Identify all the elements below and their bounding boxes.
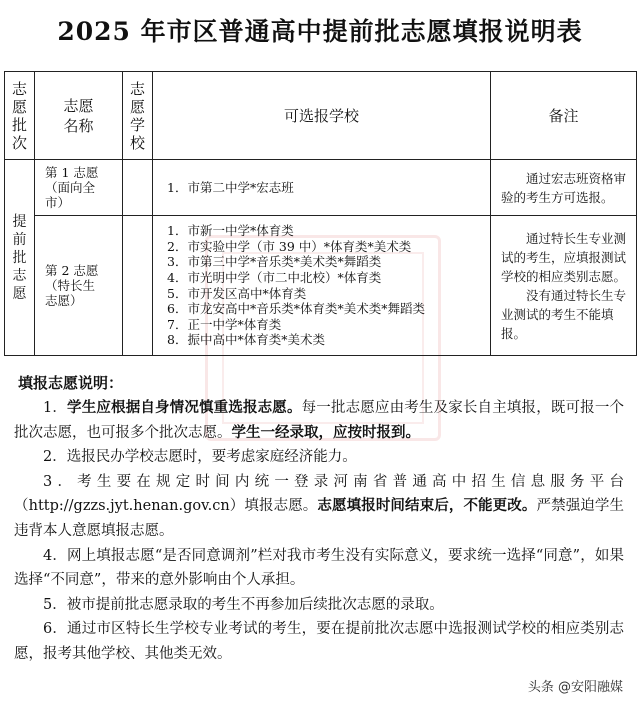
choice-name-1: 第 1 志愿 （面向全 市） [35, 160, 123, 216]
batch-label: 提 前 批 志 愿 [5, 160, 35, 356]
note-2: 通过特长生专业测试的考生，应填报测试学校的相应类别志愿。 没有通过特长生专业测试的考生不能填报。 [491, 216, 637, 356]
note-item-1: 1．学生应根据自身情况慎重选报志愿。每一批志愿应由考生及家长自主填报，既可报一个批次志愿，也可报多个批次志愿。学生一经录取，应按时报到。 [14, 399, 624, 441]
schools-2: 1．市新一中学*体育类 2．市实验中学（市 39 中）*体育类*美术类 3．市第三中学*音乐类*美术类*舞蹈类 4．市光明中学（市二中北校）*体育类 5．市开发区高中*体育类 6．市龙安高中*音乐类*体育类*美术类*舞蹈类 7．正一中学*体育类 8．振中高中*体育类*美术类 [153, 216, 491, 356]
notes-list [14, 396, 624, 667]
header-note: 备注 [491, 72, 637, 160]
table-row [5, 216, 637, 356]
header-choice-school: 志 愿 学 校 [123, 72, 153, 160]
note-item-3: 3．考生要在规定时间内统一登录河南省普通高中招生信息服务平台（http://gzzs.jyt.henan.gov.cn）填报志愿。志愿填报时间结束后，不能更改。严禁强迫学生违背本人意愿填报志愿。 [14, 473, 625, 539]
note-item-4: 4．网上填报志愿“是否同意调剂”栏对我市考生没有实际意义，要求统一选择“同意”，如果选择“不同意”，带来的意外影响由个人承担。 [14, 547, 624, 589]
volunteer-table [4, 71, 637, 356]
choice-name-2: 第 2 志愿 （特长生 志愿） [35, 216, 123, 356]
header-choice-name: 志愿 名称 [35, 72, 123, 160]
notes-heading: 填报志愿说明： [18, 374, 124, 392]
header-schools: 可选报学校 [153, 72, 491, 160]
choice-school-2 [123, 216, 153, 356]
table-header-row [5, 72, 637, 160]
header-batch: 志 愿 批 次 [5, 72, 35, 160]
note-1: 通过宏志班资格审验的考生方可选报。 [491, 160, 637, 216]
note-item-2: 2．选报民办学校志愿时，要考虑家庭经济能力。 [43, 449, 357, 466]
choice-school-1 [123, 160, 153, 216]
schools-1: 1．市第二中学*宏志班 [153, 160, 491, 216]
note-item-6: 6．通过市区特长生学校专业考试的考生，要在提前批次志愿中选报测试学校的相应类别志愿，报考其他学校、其他类无效。 [14, 621, 624, 662]
source-credit: 头条 @安阳融媒 [525, 675, 626, 696]
note-item-5: 5．被市提前批志愿录取的考生不再参加后续批次志愿的录取。 [43, 596, 444, 613]
table-row [5, 160, 637, 216]
page-title: 2025 年市区普通高中提前批志愿填报说明表 [57, 17, 583, 46]
